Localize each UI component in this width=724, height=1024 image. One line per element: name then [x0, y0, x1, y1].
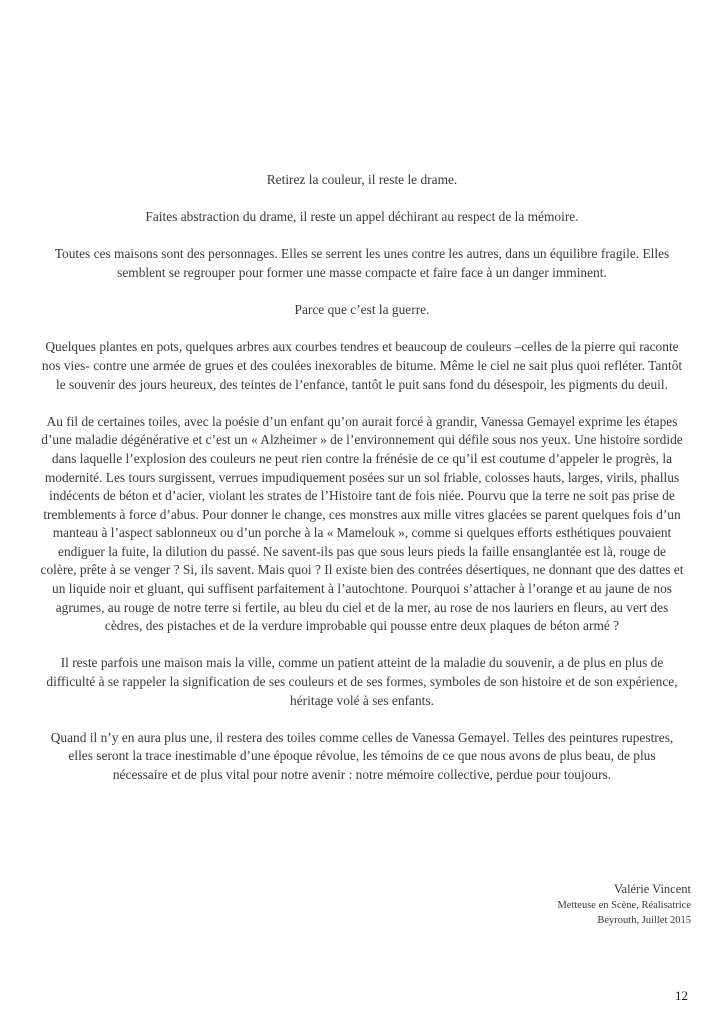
author-name: Valérie Vincent [613, 882, 691, 896]
paragraph: Retirez la couleur, il reste le drame. [266, 172, 458, 187]
page-number: 12 [675, 988, 688, 1003]
paragraph: Toutes ces maisons sont des personnages. Elles se serrent les unes contre les autres, dans un équilibre fragile. Elles semblent se regrouper pour former une masse compacte et faire face à un danger imminent. [54, 246, 670, 280]
paragraph: Quelques plantes en pots, quelques arbres aux courbes tendres et beaucoup de couleurs –celles de la pierre qui raconte nos vies- contre une armée de grues et des coulées inexorables de bitume. Même le ciel ne sait plus quoi refléter. Tantôt le souvenir des jours heureux, des teintes de l’enfance, tantôt le puit sans fond du désespoir, les pigments du deuil. [41, 339, 683, 392]
paragraph: Au fil de certaines toiles, avec la poésie d’un enfant qu’on aurait forcé à grandir, Vanessa Gemayel exprime les étapes d’une maladie dégénérative et c’est un « Alzheimer » de l’environnement qui défile sous nos yeux. Une histoire sordide dans laquelle l’explosion des couleurs ne peut rien contre la frénésie de ce qu’il est coutume d’appeler le progrès, la modernité. Les tours surgissent, verrues impudiquement posées sur un sol friable, colosses hauts, larges, virils, phallus indécents de béton et d’acier, violant les strates de l’Histoire tant de fois niée. Pourvu que la terre ne soit pas prise de tremblements à force d’abus. Pour donner le change, ces monstres aux mille vitres glacées se parent quelques fois d’un manteau à l’aspect sablonneux ou d’un porche à la « Mamelouk », comme si quelques efforts esthétiques pouvaient endiguer la fuite, la dilution du passé. Ne savent-ils pas que sous leurs pieds la faille ensanglantée est là, rouge de colère, prête à se venger ? Si, ils savent. Mais quoi ? Il existe bien des contrées désertiques, ne donnant que des dattes et un liquide noir et gluant, qui suffisent parfaitement à l’autochtone. Pourquoi s’attacher à l’orange et au jaune de nos agrumes, au rouge de notre terre si fertile, au bleu du ciel et de la mer, au rose de nos lauriers en fleurs, au vert des cèdres, des pistaches et de la verdure improbable qui pousse entre deux plaques de béton armé ? [40, 413, 684, 634]
paragraph: Quand il n’y en aura plus une, il restera des toiles comme celles de Vanessa Gemayel. Telles des peintures rupestres, elles seront la trace inestimable d’une époque révolue, les témoins de ce que nous avons de plus beau, de plus nécessaire et de plus vital pour notre avenir : notre mémoire collective, perdue pour toujours. [50, 729, 674, 782]
paragraph: Parce que c’est la guerre. [294, 302, 430, 318]
place-date: Beyrouth, Juillet 2015 [597, 915, 691, 926]
paragraph: Il reste parfois une maison mais la ville, comme un patient atteint de la maladie du souvenir, a de plus en plus de difficulté à se rappeler la signification de ses couleurs et de ses formes, symboles de son histoire et de son expérience, héritage volé à ses enfants. [46, 655, 678, 708]
author-role: Metteuse en Scène, Réalisatrice [557, 900, 691, 911]
paragraph: Faites abstraction du drame, il reste un appel déchirant au respect de la mémoire. [145, 209, 579, 225]
signature-block [557, 881, 691, 928]
article-body [40, 171, 684, 803]
